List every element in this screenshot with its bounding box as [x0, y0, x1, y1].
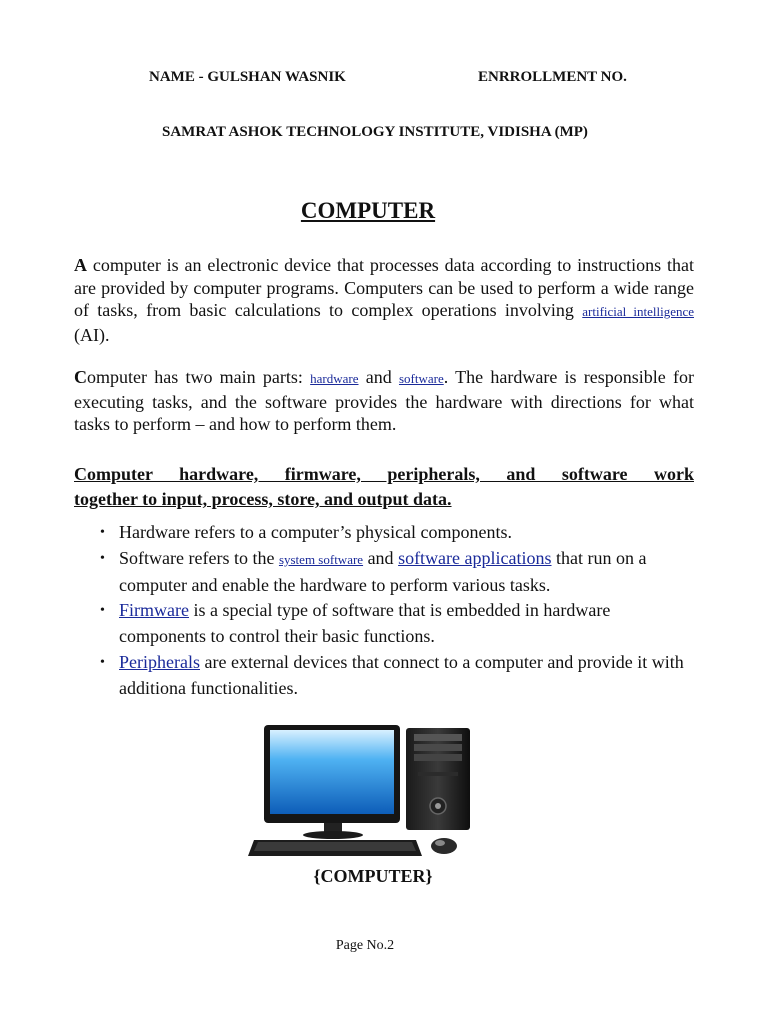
- parts-paragraph: [74, 366, 694, 436]
- bullet-icon: •: [100, 525, 105, 540]
- intro-tail: (AI).: [74, 324, 110, 345]
- list-item: [96, 598, 696, 650]
- firmware-bullet-text: is a special type of software that is embedded in hardware components to control their basic functions.: [119, 600, 611, 646]
- parts-text: . The hardware is responsible for executing tasks, and the software provides the hardware with directions for what tasks to perform – and how to perform them.: [74, 367, 694, 434]
- software-link[interactable]: software: [398, 371, 444, 386]
- bullet-icon: •: [100, 654, 105, 670]
- software-bullet-text: and: [363, 547, 399, 568]
- intro-text: computer is an electronic device that processes data according to instructions that are provided by computer programs. Computers can be used to perform a wide range of tasks, from basic calculations to complex operations involving: [74, 255, 694, 320]
- figure-caption: {COMPUTER}: [313, 866, 433, 886]
- list-item: [96, 546, 696, 599]
- bullet-list: [96, 520, 696, 701]
- list-item: [96, 520, 696, 546]
- artificial-intelligence-link[interactable]: artificial intelligence: [582, 304, 694, 319]
- drop-letter: C: [74, 367, 87, 387]
- enrollment-label: ENRROLLMENT NO.: [478, 69, 627, 85]
- subheading-line-2: together to input, process, store, and output data.: [74, 489, 452, 509]
- parts-text: and: [358, 367, 399, 387]
- subheading-line-1: Computer hardware, firmware, peripherals, and software work: [74, 464, 694, 484]
- software-bullet-text: Software refers to the: [119, 547, 279, 568]
- list-item: [96, 650, 696, 702]
- institute-name: SAMRAT ASHOK TECHNOLOGY INSTITUTE, VIDISHA (MP): [162, 124, 588, 140]
- section-subheading: [74, 462, 694, 512]
- software-bullet-text: that run on a computer and enable the hardware to perform various tasks.: [119, 547, 647, 595]
- drop-letter: A: [74, 255, 87, 275]
- bullet-icon: •: [100, 603, 105, 619]
- hardware-link[interactable]: hardware: [310, 371, 359, 386]
- peripherals-bullet-text: are external devices that connect to a computer and provide it with additiona functionalities.: [119, 651, 684, 698]
- firmware-link[interactable]: Firmware: [119, 600, 189, 621]
- student-name: NAME - GULSHAN WASNIK: [149, 69, 346, 85]
- parts-text: omputer has two main parts:: [87, 367, 311, 387]
- desktop-computer-icon: [246, 720, 476, 860]
- page-title: COMPUTER: [300, 198, 436, 223]
- peripherals-link[interactable]: Peripherals: [119, 651, 200, 672]
- hardware-bullet-text: Hardware refers to a computer’s physical components.: [119, 522, 513, 542]
- intro-paragraph: [74, 254, 694, 346]
- system-software-link[interactable]: system software: [278, 551, 364, 567]
- software-applications-link[interactable]: software applications: [398, 547, 552, 568]
- page-number: Page No.2: [335, 938, 395, 953]
- bullet-icon: •: [100, 550, 105, 566]
